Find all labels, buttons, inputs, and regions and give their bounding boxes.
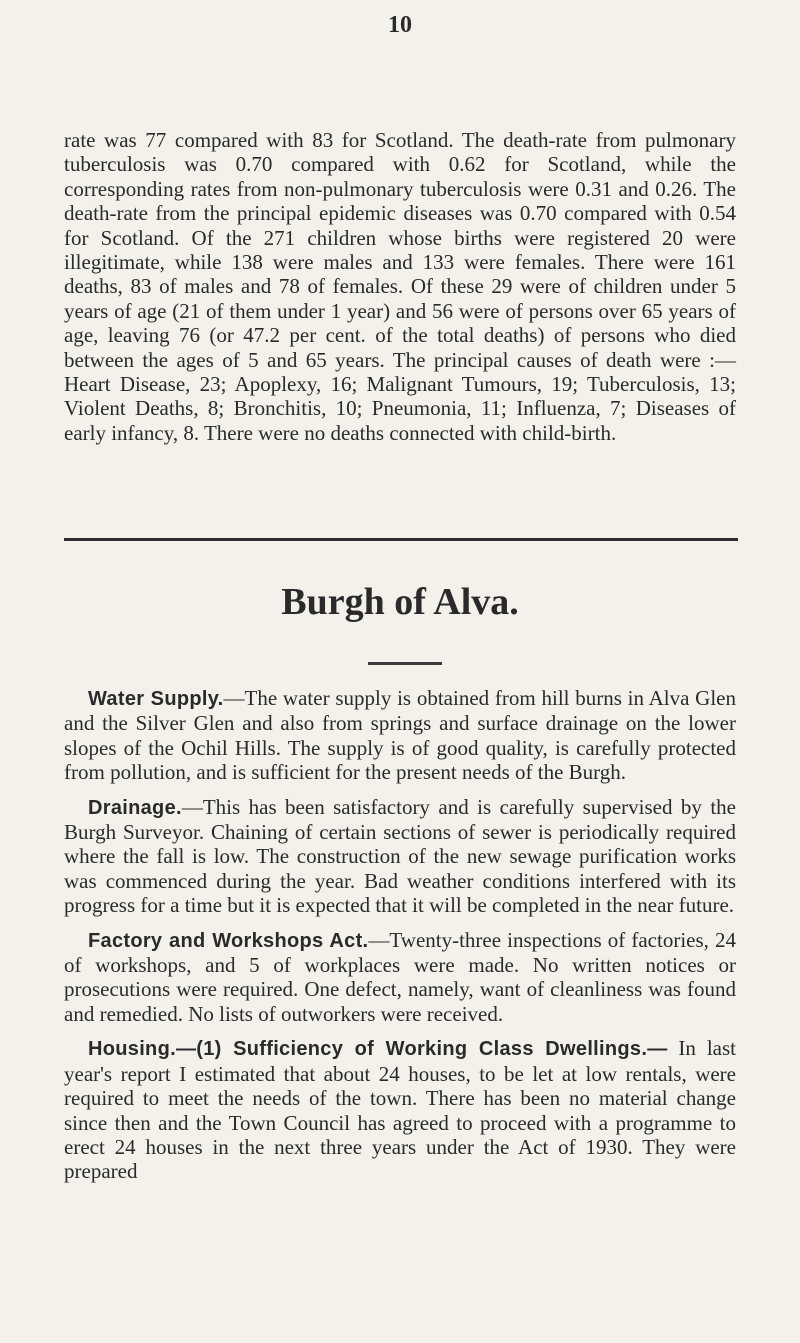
section-divider (64, 538, 738, 541)
page-number: 10 (388, 12, 412, 38)
housing-heading: Housing.—(1) Sufficiency of Working Class Dwellings.— (88, 1038, 668, 1061)
title-underline (368, 662, 442, 665)
drainage-paragraph (64, 795, 736, 918)
drainage-heading: Drainage. (88, 796, 182, 819)
factory-workshops-paragraph (64, 928, 736, 1027)
housing-text: In last year's report I estimated that about 24 houses, to be let at low rentals, were required to meet the needs of the town. There has been no material change since then and the Town Council has agreed to proceed with a programme to erect 24 houses in the next three years under the Act of 1930. They were prepared (64, 1036, 737, 1184)
water-supply-heading: Water Supply. (88, 688, 224, 710)
water-supply-paragraph (64, 686, 736, 785)
water-supply-text: —The water supply is obtained from hill burns in Alva Glen and the Silver Glen and also from springs and surface drainage on the lower slopes of the Ochil Hills. The supply is of good quality, is carefully protected from pollution, and is sufficient for the present needs of the Burgh. (64, 686, 736, 785)
factory-workshops-text: —Twenty-three inspections of factories, 24 of workshops, and 5 of workplaces were made. No written notices or prosecutions were required. One defect, namely, want of cleanliness was found and remedied. No lists of outworkers were received. (64, 927, 737, 1026)
section-title: Burgh of Alva. (281, 581, 519, 623)
factory-workshops-heading: Factory and Workshops Act. (88, 929, 369, 952)
housing-paragraph (64, 1036, 736, 1183)
intro-paragraph: rate was 77 compared with 83 for Scotland. The death-rate from pulmonary tuberculosis was 0.70 compared with 0.62 for Scotland, while the corresponding rates from non-pulmonary tuberculosis were 0.31 and 0.26. The death-rate from the principal epidemic diseases was 0.70 compared with 0.54 for Scotland. Of the 271 children whose births were registered 20 were illegitimate, while 138 were males and 133 were females. There were 161 deaths, 83 of males and 78 of females. Of these 29 were of children under 5 years of age (21 of them under 1 year) and 56 were of persons over 65 years of age, leaving 76 (or 47.2 per cent. of the total deaths) of persons who died between the ages of 5 and 65 years. The principal causes of death were :—Heart Disease, 23; Apoplexy, 16; Malignant Tumours, 19; Tuberculosis, 13; Violent Deaths, 8; Bronchitis, 10; Pneumonia, 11; Influenza, 7; Diseases of early infancy, 8. There were no deaths connected with child-birth. (64, 128, 736, 445)
drainage-text: —This has been satisfactory and is carefully supervised by the Burgh Surveyor. Chaining of certain sections of sewer is periodically required where the fall is low. The construction of the new sewage purification works was commenced during the year. Bad weather conditions interfered with its progress for a time but it is expected that it will be completed in the near future. (64, 794, 736, 918)
burgh-report-body (64, 686, 736, 1194)
